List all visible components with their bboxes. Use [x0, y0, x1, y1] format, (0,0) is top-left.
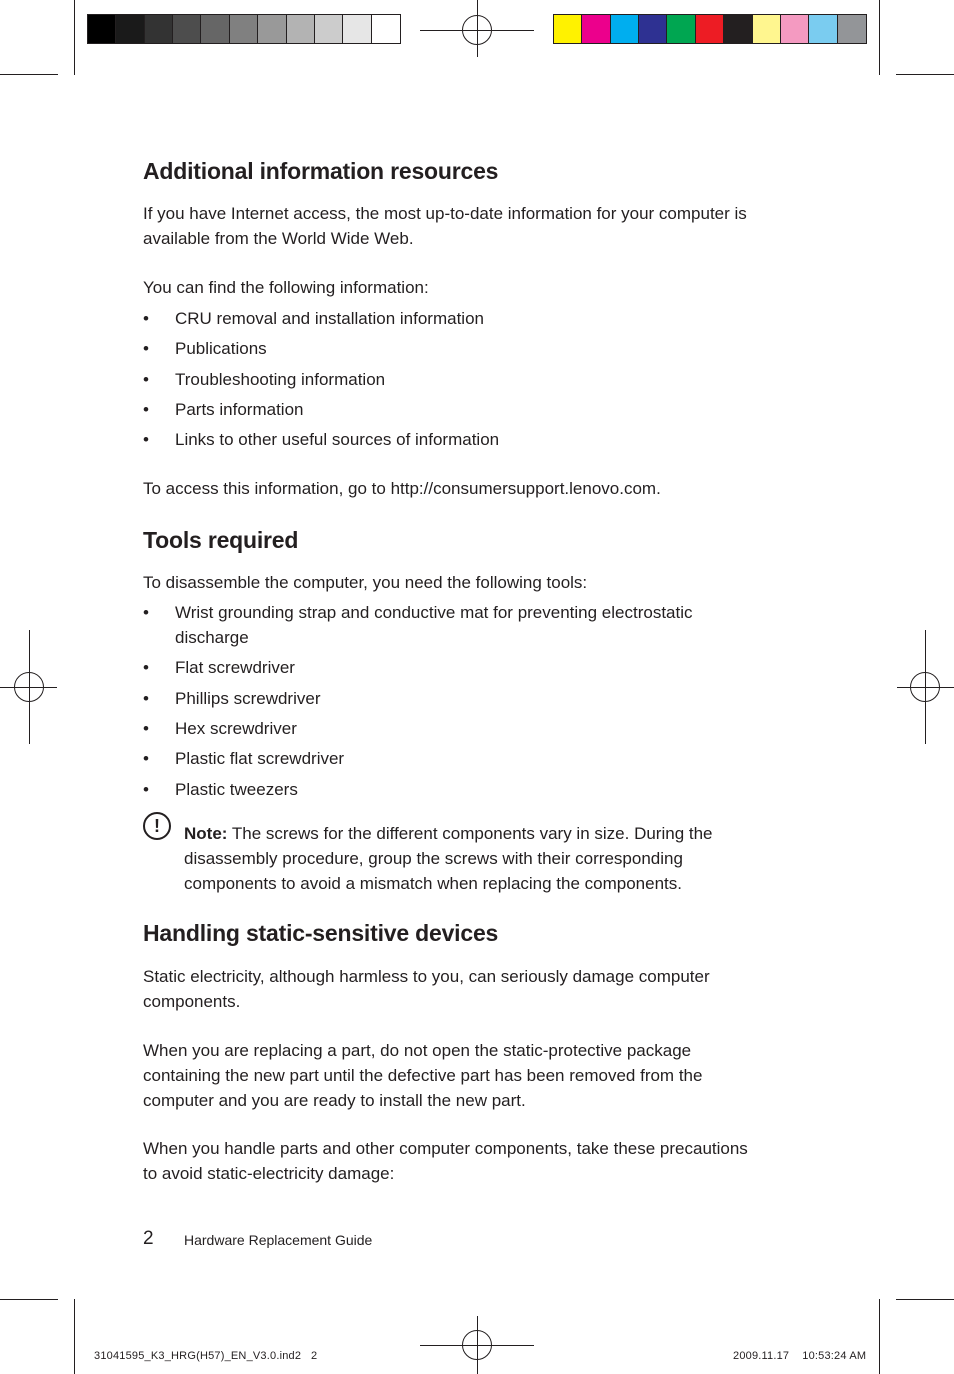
color-swatch — [287, 15, 315, 43]
list-item — [143, 655, 763, 680]
bullet-icon: • — [143, 779, 149, 799]
section-title-static-sensitive: Handling static-sensitive devices — [143, 920, 499, 946]
paragraph-line: When you are replacing a part, do not open the static-protective package — [143, 1041, 692, 1060]
note-text: disassembly procedure, group the screws with their corresponding — [184, 849, 683, 868]
crop-mark — [74, 1299, 75, 1374]
bullet-icon: • — [143, 718, 149, 738]
registration-mark-line — [925, 630, 926, 744]
page-number: 2 — [143, 1228, 154, 1249]
note-text: The screws for the different components vary in size. During the — [227, 824, 713, 843]
color-swatch — [230, 15, 258, 43]
crop-mark — [896, 74, 954, 75]
list-item-text: CRU removal and installation information — [175, 309, 484, 328]
bullet-icon: • — [143, 339, 149, 359]
bullet-icon: • — [143, 309, 149, 328]
bullet-icon: • — [143, 603, 149, 622]
crop-mark — [879, 1299, 880, 1374]
process-color-bar — [553, 14, 867, 44]
color-swatch — [343, 15, 371, 43]
bullet-icon: • — [143, 369, 149, 389]
note-icon: ! — [143, 812, 171, 840]
color-swatch — [258, 15, 286, 43]
color-swatch — [145, 15, 173, 43]
list-item — [143, 686, 763, 711]
list-item — [143, 777, 763, 802]
color-swatch — [753, 15, 781, 43]
list-item-text: Publications — [175, 339, 267, 359]
list-item-text: Hex screwdriver — [175, 718, 297, 738]
color-swatch — [372, 15, 400, 43]
paragraph-line: To access this information, go to http://consumersupport.lenovo.com. — [143, 479, 661, 498]
paragraph-line: When you handle parts and other computer components, take these precautions — [143, 1139, 748, 1158]
color-swatch — [639, 15, 667, 43]
list-item — [143, 600, 763, 650]
crop-mark — [74, 0, 75, 75]
section-title-additional-resources: Additional information resources — [143, 158, 499, 184]
list-item — [143, 716, 763, 741]
bullet-icon: • — [143, 749, 149, 769]
bullet-icon: • — [143, 658, 149, 678]
paragraph-line: Static electricity, although harmless to you, can seriously damage computer — [143, 967, 710, 986]
section-title-tools-required: Tools required — [143, 527, 299, 553]
list-item-text: Links to other useful sources of information — [175, 430, 500, 450]
color-swatch — [696, 15, 724, 43]
bullet-icon: • — [143, 430, 149, 450]
color-swatch — [88, 15, 116, 43]
bullet-icon: • — [143, 399, 149, 419]
color-swatch — [116, 15, 144, 43]
list-item-text: Parts information — [175, 399, 304, 419]
paragraph-line: to avoid static-electricity damage: — [143, 1164, 395, 1183]
list-item-text: Wrist grounding strap and conductive mat for preventing electrostatic — [175, 603, 693, 622]
registration-mark-line — [477, 0, 478, 57]
slug-file-info: 31041595_K3_HRG(H57)_EN_V3.0.ind2 2 — [94, 1350, 318, 1362]
paragraph-line: You can find the following information: — [143, 278, 429, 297]
list-item-text: Flat screwdriver — [175, 658, 295, 678]
slug-date-info: 2009.11.17 10:53:24 AM — [733, 1350, 867, 1362]
color-swatch — [173, 15, 201, 43]
list-item — [143, 336, 763, 361]
list-item — [143, 306, 763, 331]
list-item-text: Plastic flat screwdriver — [175, 749, 345, 769]
paragraph-line: To disassemble the computer, you need the following tools: — [143, 573, 588, 592]
list-item — [143, 427, 763, 452]
crop-mark — [0, 1299, 58, 1300]
registration-mark-line — [477, 1316, 478, 1374]
note-block — [184, 821, 759, 896]
crop-mark — [896, 1299, 954, 1300]
crop-mark — [879, 0, 880, 75]
list-item-text: Phillips screwdriver — [175, 688, 321, 708]
color-swatch — [611, 15, 639, 43]
crop-mark — [0, 74, 58, 75]
color-swatch — [582, 15, 610, 43]
paragraph-line: computer and you are ready to install the new part. — [143, 1091, 526, 1110]
color-swatch — [809, 15, 837, 43]
paragraph-line: If you have Internet access, the most up-to-date information for your computer is — [143, 204, 747, 223]
color-swatch — [201, 15, 229, 43]
gray-ramp-bar — [87, 14, 401, 44]
color-swatch — [781, 15, 809, 43]
paragraph-line: components. — [143, 992, 241, 1011]
paragraph-line: available from the World Wide Web. — [143, 229, 414, 248]
list-item-text: discharge — [175, 628, 249, 647]
color-swatch — [554, 15, 582, 43]
color-swatch — [315, 15, 343, 43]
paragraph-line: containing the new part until the defective part has been removed from the — [143, 1066, 703, 1085]
color-swatch — [724, 15, 752, 43]
footer-guide-title: Hardware Replacement Guide — [184, 1232, 373, 1248]
list-item — [143, 397, 763, 422]
list-item-text: Plastic tweezers — [175, 779, 298, 799]
color-swatch — [838, 15, 866, 43]
list-item — [143, 367, 763, 392]
note-text: components to avoid a mismatch when replacing the components. — [184, 874, 682, 893]
bullet-icon: • — [143, 688, 149, 708]
list-item-text: Troubleshooting information — [175, 369, 386, 389]
color-swatch — [667, 15, 695, 43]
registration-mark-line — [29, 630, 30, 744]
list-item — [143, 746, 763, 771]
note-label: Note: — [184, 824, 228, 843]
